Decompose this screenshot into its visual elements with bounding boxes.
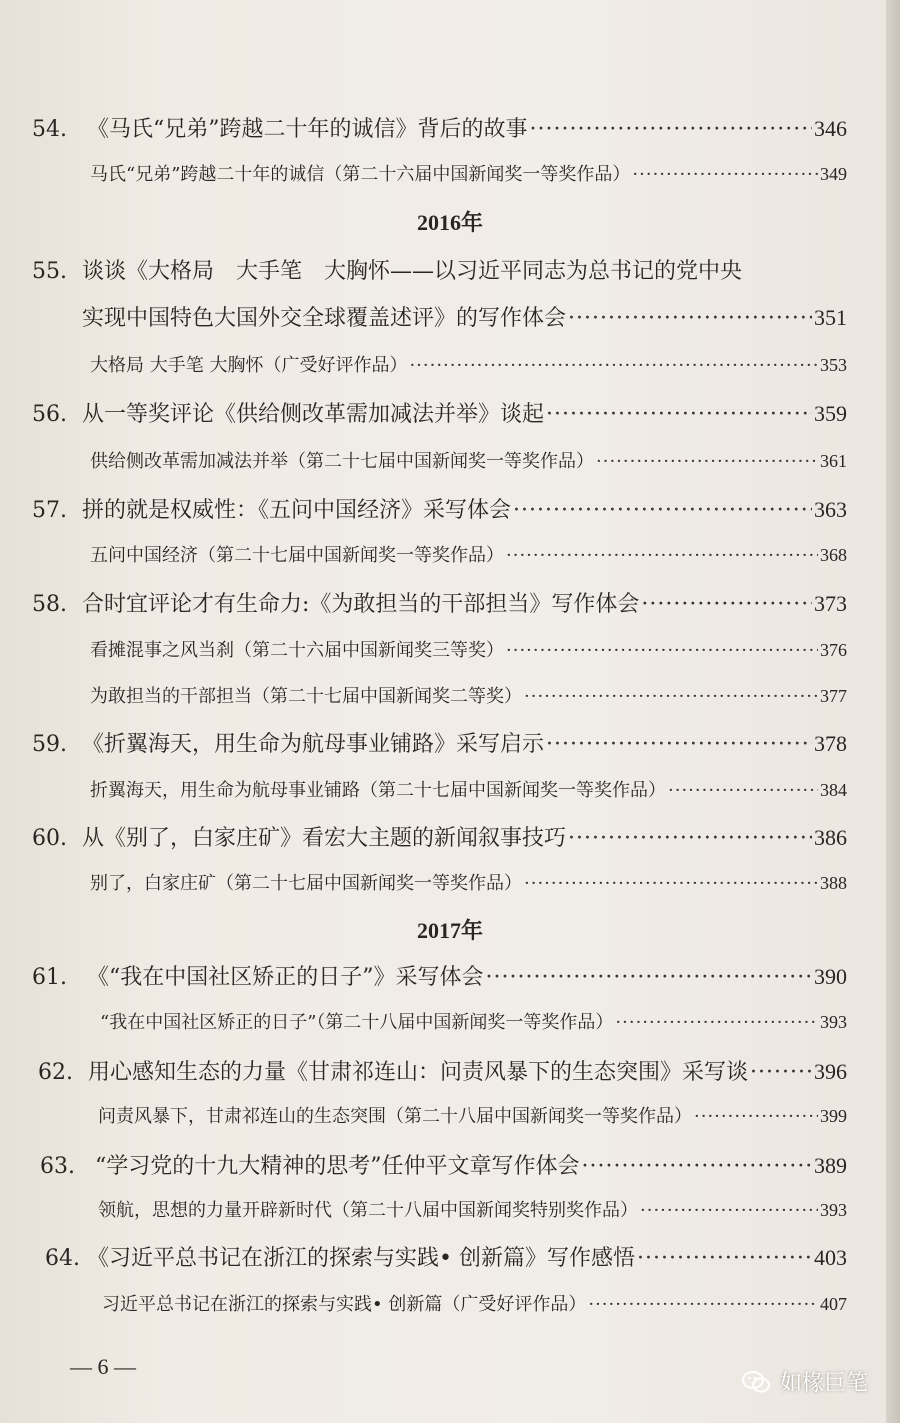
leader-dots (506, 545, 818, 566)
entry-page: 396 (814, 1059, 847, 1084)
entry-title: 谈谈《大格局 大手笔 大胸怀——以习近平同志为总书记的党中央 (82, 259, 743, 284)
entry-number: 60. (32, 826, 67, 851)
entry-page: 346 (814, 116, 847, 141)
leader-dots (694, 1106, 818, 1127)
entry-page: 351 (814, 305, 847, 330)
toc-entry-57 (32, 493, 847, 524)
entry-page: 376 (820, 640, 847, 660)
toc-entry-62 (38, 1055, 847, 1086)
entry-number: 62. (38, 1060, 73, 1085)
entry-number: 56. (32, 402, 67, 427)
entry-title: “学习党的十九大精神的思考”任仲平文章写作体会 (95, 1154, 580, 1179)
subentry-title: 五问中国经济（第二十七届中国新闻奖一等奖作品） (90, 545, 504, 566)
subentry-title: 问责风暴下，甘肃祁连山的生态突围（第二十八届中国新闻奖一等奖作品） (98, 1106, 692, 1127)
toc-subentry (102, 1290, 847, 1316)
toc-subentry (90, 351, 847, 377)
leader-dots (588, 1294, 818, 1315)
entry-title: 合时宜评论才有生命力:《为敢担当的干部担当》写作体会 (82, 592, 640, 617)
leader-dots (640, 1200, 818, 1221)
leader-dots (568, 306, 812, 331)
entry-number: 61. (32, 965, 67, 990)
entry-page: 359 (814, 401, 847, 426)
subentry-title: 大格局 大手笔 大胸怀（广受好评作品） (90, 355, 408, 376)
entry-number: 54. (32, 117, 67, 142)
subentry-title: 供给侧改革需加减法并举（第二十七届中国新闻奖一等奖作品） (90, 451, 594, 472)
wechat-icon (742, 1370, 770, 1394)
entry-page: 363 (814, 497, 847, 522)
entry-page: 388 (820, 873, 847, 893)
leader-dots (513, 498, 812, 523)
subentry-title: 看摊混事之风当刹（第二十六届中国新闻奖三等奖） (90, 640, 504, 661)
entry-page: 349 (820, 164, 847, 184)
page-number: — 6 — (70, 1354, 136, 1379)
subentry-title: 领航，思想的力量开辟新时代（第二十八届中国新闻奖特别奖作品） (98, 1200, 638, 1221)
leader-dots (524, 873, 818, 894)
toc-entry-58 (32, 587, 847, 618)
entry-number: 57. (32, 498, 67, 523)
entry-page: 393 (820, 1200, 847, 1220)
leader-dots (615, 1012, 818, 1033)
toc-subentry (98, 1196, 847, 1222)
toc-entry-64 (45, 1241, 847, 1272)
toc-subentry (90, 447, 847, 473)
subentry-title: 习近平总书记在浙江的探索与实践• 创新篇（广受好评作品） (102, 1294, 587, 1315)
entry-page: 386 (814, 825, 847, 850)
toc-entry-60 (32, 821, 847, 852)
entry-number: 59. (32, 732, 67, 757)
entry-title: 《马氏“兄弟”跨越二十年的诚信》背后的故事 (87, 117, 528, 142)
entry-title: 《折翼海天，用生命为航母事业铺路》采写启示 (82, 732, 545, 757)
entry-page: 390 (814, 964, 847, 989)
entry-number: 55. (32, 259, 67, 284)
entry-page: 407 (820, 1294, 847, 1314)
toc-subentry (90, 869, 847, 895)
entry-page: 373 (814, 591, 847, 616)
leader-dots (486, 965, 813, 990)
entry-page: 399 (820, 1106, 847, 1126)
toc-subentry (90, 776, 847, 802)
leader-dots (632, 164, 818, 185)
entry-page: 368 (820, 545, 847, 565)
leader-dots (750, 1060, 812, 1085)
entry-title: 拼的就是权威性：《五问中国经济》采写体会 (82, 498, 512, 523)
subentry-title: 为敢担当的干部担当（第二十七届中国新闻奖二等奖） (90, 686, 522, 707)
watermark (742, 1366, 868, 1397)
entry-title: 实现中国特色大国外交全球覆盖述评》的写作体会 (82, 306, 567, 331)
leader-dots (506, 640, 818, 661)
entry-page: 377 (820, 686, 847, 706)
entry-number: 58. (32, 592, 67, 617)
leader-dots (568, 826, 812, 851)
entry-number: 64. (45, 1246, 80, 1271)
entry-title: 从一等奖评论《供给侧改革需加减法并举》谈起 (82, 402, 545, 427)
year-heading: 2017年 (416, 918, 483, 943)
entry-page: 378 (814, 731, 847, 756)
toc-subentry (98, 1102, 847, 1128)
entry-page: 393 (820, 1012, 847, 1032)
toc-subentry (90, 682, 847, 708)
year-heading: 2016年 (416, 210, 483, 235)
entry-page: 384 (820, 780, 847, 800)
entry-title: 从《别了，白家庄矿》看宏大主题的新闻叙事技巧 (82, 826, 567, 851)
leader-dots (641, 592, 812, 617)
leader-dots (596, 451, 818, 472)
leader-dots (530, 117, 813, 142)
subentry-title: 别了，白家庄矿（第二十七届中国新闻奖一等奖作品） (90, 873, 522, 894)
toc-subentry (90, 541, 847, 567)
leader-dots (409, 355, 818, 376)
toc-subentry (100, 1008, 847, 1034)
subentry-title: 折翼海天，用生命为航母事业铺路（第二十七届中国新闻奖一等奖作品） (90, 780, 666, 801)
subentry-title: 马氏“兄弟”跨越二十年的诚信（第二十六届中国新闻奖一等奖作品） (90, 164, 631, 185)
entry-page: 389 (814, 1153, 847, 1178)
leader-dots (668, 780, 818, 801)
leader-dots (546, 732, 812, 757)
toc-entry-continuation (82, 301, 847, 332)
toc-entry-55 (32, 254, 847, 285)
entry-page: 353 (820, 355, 847, 375)
toc-subentry (90, 636, 847, 662)
toc-entry-63 (40, 1149, 847, 1180)
toc-entry-59 (32, 727, 847, 758)
toc-entry-61 (32, 960, 847, 991)
toc-entry-56 (32, 397, 847, 428)
entry-title: 《“我在中国社区矫正的日子”》采写体会 (87, 965, 484, 990)
entry-title: 《习近平总书记在浙江的探索与实践• 创新篇》写作感悟 (87, 1246, 635, 1271)
entry-number: 63. (40, 1154, 75, 1179)
leader-dots (546, 402, 812, 427)
subentry-title: “我在中国社区矫正的日子”（第二十八届中国新闻奖一等奖作品） (100, 1012, 614, 1033)
entry-page: 403 (814, 1245, 847, 1270)
watermark-text: 如椽巨笔 (779, 1371, 868, 1396)
leader-dots (637, 1246, 812, 1271)
entry-page: 361 (820, 451, 847, 471)
leader-dots (524, 686, 818, 707)
entry-title: 用心感知生态的力量《甘肃祁连山：问责风暴下的生态突围》采写谈 (88, 1060, 749, 1085)
toc-entry-54 (32, 112, 847, 143)
toc-subentry (90, 160, 847, 186)
leader-dots (582, 1154, 813, 1179)
